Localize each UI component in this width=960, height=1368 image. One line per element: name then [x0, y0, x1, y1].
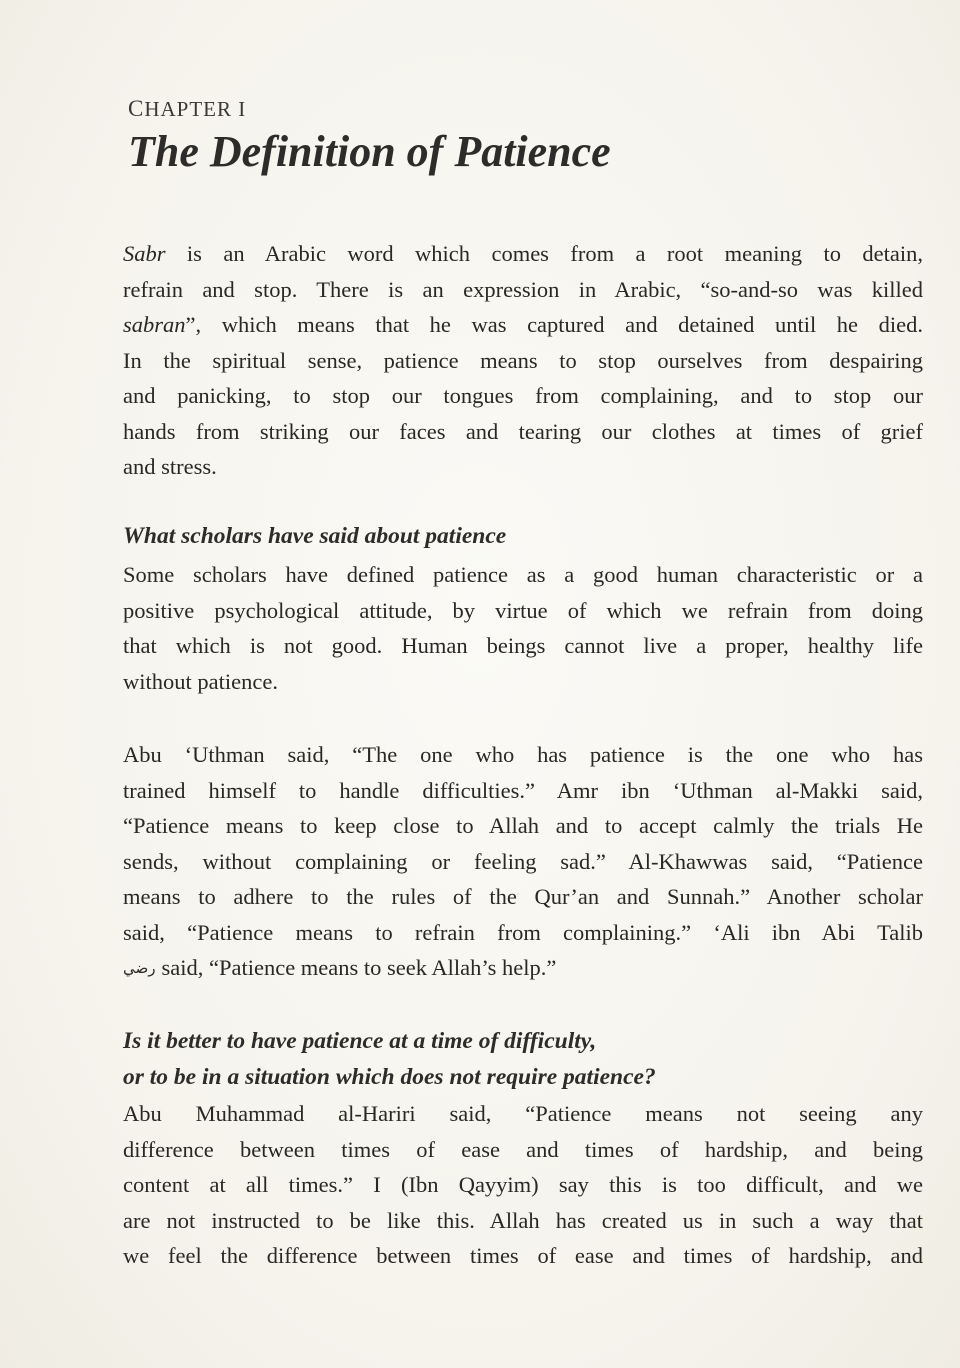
- paragraph-line: that which is not good. Human beings cannot live a proper, healthy life: [123, 633, 923, 658]
- italic-term: sabran: [123, 312, 186, 337]
- paragraph-line: means to adhere to the rules of the Qur’an and Sunnah.” Another scholar: [123, 884, 923, 909]
- line-text: is an Arabic word which comes from a root meaning to detain,: [165, 241, 923, 266]
- paragraph-line: trained himself to handle difficulties.” Amr ibn ‘Uthman al-Makki said,: [123, 777, 923, 803]
- paragraph-line: and panicking, to stop our tongues from complaining, and to stop our: [123, 383, 923, 408]
- paragraph-line: [123, 950, 923, 986]
- section-heading-scholars: What scholars have said about patience: [123, 523, 507, 549]
- italic-term: Sabr: [123, 241, 166, 266]
- paragraph-quotes: [123, 737, 923, 986]
- paragraph-line: positive psychological attitude, by virtue of which we refrain from doing: [123, 597, 923, 623]
- paragraph-line: hands from striking our faces and tearing our clothes at times of grief: [123, 418, 923, 444]
- paragraph-line: are not instructed to be like this. Allah has created us in such a way that: [123, 1207, 923, 1233]
- paragraph-line: [123, 236, 923, 272]
- paragraph-line: [123, 307, 923, 343]
- paragraph-scholars: [123, 557, 923, 699]
- paragraph-line: “Patience means to keep close to Allah and to accept calmly the trials He: [123, 813, 923, 838]
- paragraph-line: sends, without complaining or feeling sad.” Al-Khawwas said, “Patience: [123, 848, 923, 874]
- paragraph-line: without patience.: [123, 668, 278, 694]
- paragraph-line: we feel the difference between times of ease and times of hardship, and: [123, 1243, 923, 1268]
- heading-line: Is it better to have patience at a time of difficulty,: [123, 1028, 597, 1054]
- chapter-number: I: [238, 97, 247, 121]
- paragraph-line: Some scholars have defined patience as a good human characteristic or a: [123, 562, 923, 587]
- paragraph-line: difference between times of ease and times of hardship, and being: [123, 1136, 923, 1162]
- paragraph-line: Abu Muhammad al-Hariri said, “Patience means not seeing any: [123, 1101, 923, 1126]
- chapter-label: [128, 96, 246, 122]
- line-text: said, “Patience means to seek Allah’s help.”: [161, 955, 557, 980]
- chapter-label-rest: HAPTER: [144, 97, 233, 121]
- paragraph-line: content at all times.” I (Ibn Qayyim) say this is too difficult, and we: [123, 1172, 923, 1197]
- chapter-label-initial: C: [128, 96, 145, 121]
- paragraph-line: In the spiritual sense, patience means to stop ourselves from despairing: [123, 347, 923, 373]
- honorific-symbol: رضي: [123, 961, 156, 977]
- paragraph-line: said, “Patience means to refrain from complaining.” ‘Ali ibn Abi Talib: [123, 919, 923, 945]
- heading-line: or to be in a situation which does not require patience?: [123, 1063, 656, 1090]
- paragraph-definition: [123, 236, 923, 485]
- chapter-title: The Definition of Patience: [128, 127, 611, 176]
- paragraph-line: and stress.: [123, 454, 217, 479]
- paragraph-line: Abu ‘Uthman said, “The one who has patience is the one who has: [123, 742, 923, 767]
- section-heading-question: [123, 1024, 923, 1095]
- paragraph-line: refrain and stop. There is an expression in Arabic, “so-and-so was killed: [123, 276, 923, 302]
- paragraph-hariri: [123, 1096, 923, 1274]
- line-text: ”, which means that he was captured and detained until he died.: [185, 312, 923, 337]
